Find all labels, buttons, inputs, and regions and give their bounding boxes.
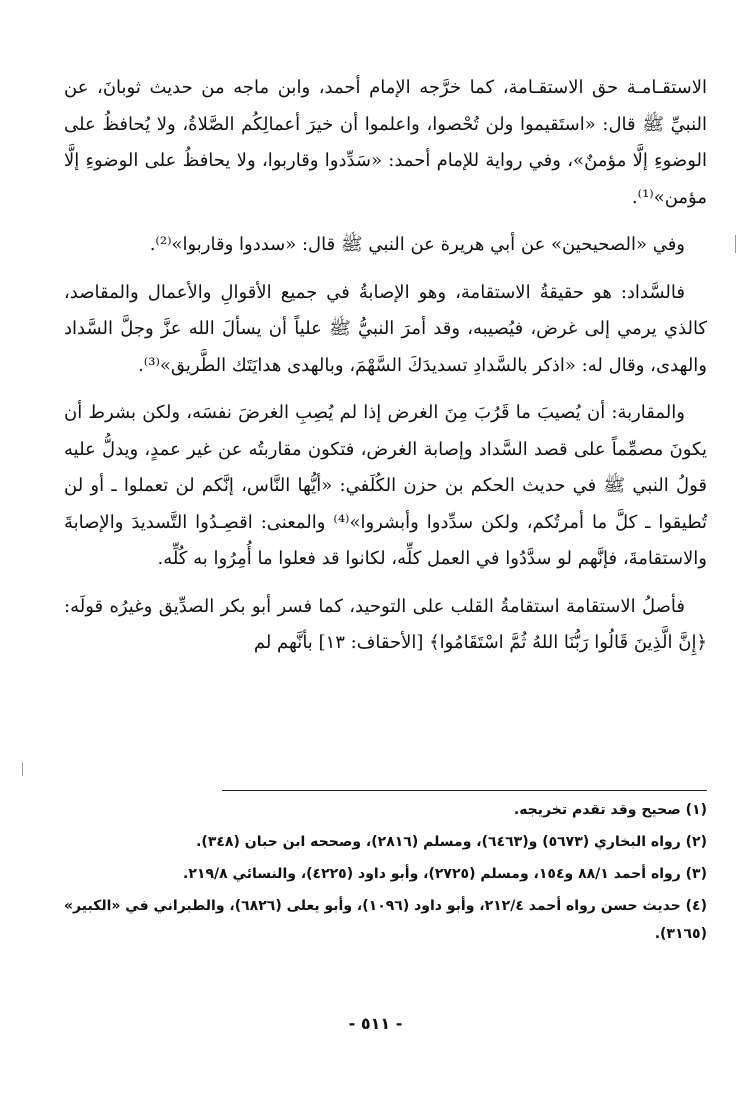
footnote-2: (٢) رواه البخاري (٥٦٧٣) و(٦٤٦٣)، ومسلم (٢٨١٦)، وصححه ابن حبان (٣٤٨).: [196, 834, 707, 850]
paragraph-1: الاستقـامـة حق الاستقـامة، كما خرَّجه الإمام أحمد، وابن ماجه من حديث ثوبانَ، عن النبيِّ ﷺ قال: «استَقيموا ولن تُحْصوا، واعلموا أن خيرَ أعمالِكُم الصَّلاةُ، ولا يُحافظُ على الوضوءِ إلَّا مؤمنٌ»، وفي رواية للإمام أحمد: «سَدِّدوا وقاربوا، ولا يحافظُ على الوضوءِ إلَّا مؤمن»⁽¹⁾.: [64, 77, 707, 208]
footnote-3: (٣) رواه أحمد ٨٨/١ و١٥٤، ومسلم (٢٧٢٥)، وأبو داود (٤٢٢٥)، والنسائي ٢١٩/٨.: [183, 866, 707, 882]
margin-mark: [22, 762, 23, 776]
margin-mark: [735, 235, 736, 253]
paragraph-4: والمقاربة: أن يُصيبَ ما قَرُبَ مِنَ الغرض إذا لم يُصِبِ الغرضَ نفسَه، ولكن بشرط أن يكونَ مصمِّماً على قصد السَّداد وإصابة الغرض، فتكون مقاربتُه عن غير عمدٍ، ويدلُّ عليه قولُ النبي ﷺ في حديث الحكم بن حزن الكُلَفي: «أيُّها النَّاس، إنَّكم لن تعملوا ـ أو لن تُطيقوا ـ كلَّ ما أمرتُكم، ولكن سدِّدوا وأبشروا»⁽⁴⁾ والمعنى: اقصِـدُوا التَّسديدَ والإصابةَ والاستقامةَ، فإنَّهم لو سدَّدُوا في العمل كلِّه، لكانوا قد فعلوا ما أُمِرُوا به كُلِّه.: [64, 402, 707, 569]
footnote-separator: [222, 790, 707, 791]
main-text: [64, 70, 707, 673]
paragraph-5: فأصلُ الاستقامة استقامةُ القلب على التوحيد، كما فسر أبو بكر الصدِّيق وغيرُه قولَه: ﴿إِنَّ الَّذِينَ قَالُوا رَبُّنَا اللهُ ثُمَّ اسْتَقَامُوا﴾ [الأحقاف: ١٣] بأنَّهم لم: [64, 595, 707, 653]
paragraph-3: فالسَّداد: هو حقيقةُ الاستقامة، وهو الإصابةُ في جميع الأقوالِ والأعمال والمقاصد، كالذي يرمي إلى غرض، فيُصيبه، وقد أمرَ النبيُّ ﷺ علياً أن يسألَ الله عزَّ وجلَّ السَّداد والهدى، وقال له: «اذكر بالسَّدادِ تسديدَكَ السَّهْمَ، وبالهدى هدايَتَك الطَّريق»⁽³⁾.: [64, 281, 707, 376]
footnotes: [64, 796, 707, 952]
footnote-1: (١) صحيح وقد تقدم تخريجه.: [513, 802, 707, 818]
paragraph-2: وفي «الصحيحين» عن أبي هريرة عن النبي ﷺ قال: «سددوا وقاربوا»⁽²⁾.: [149, 234, 685, 255]
footnote-4: (٤) حديث حسن رواه أحمد ٢١٢/٤، وأبو داود (١٠٩٦)، وأبو يعلى (٦٨٢٦)، والطبراني في «الكبير» (٣١٦٥).: [64, 898, 707, 942]
page-number: - ٥١١ -: [348, 1014, 403, 1033]
